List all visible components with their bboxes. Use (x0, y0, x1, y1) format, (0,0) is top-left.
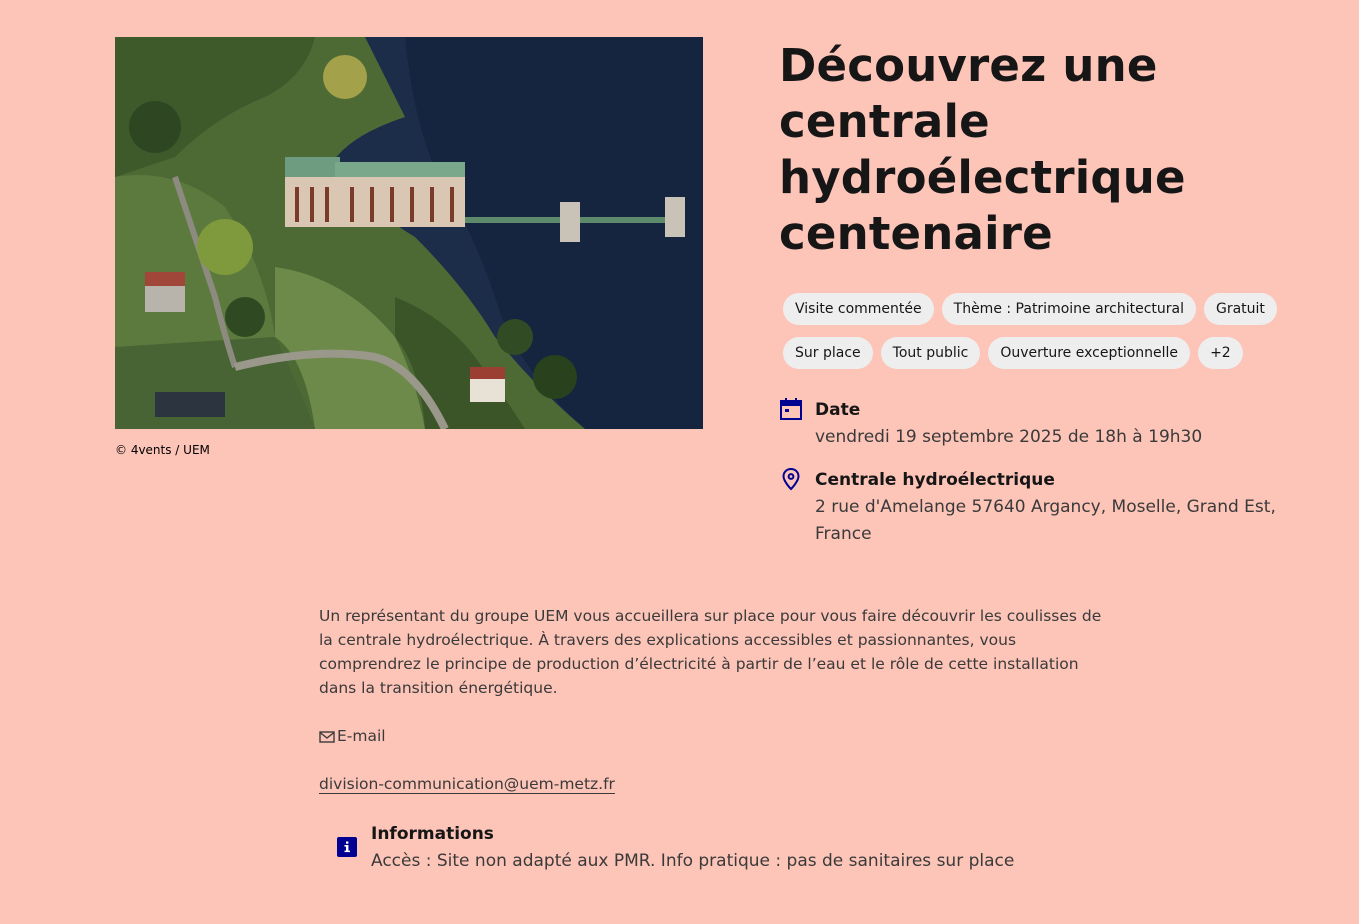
tag-theme[interactable]: Thème : Patrimoine architectural (942, 293, 1196, 325)
info-label: Informations (371, 824, 494, 844)
email-heading (319, 724, 386, 748)
event-description: Un représentant du groupe UEM vous accueillera sur place pour vous faire découvrir les coulisses de la centrale hydroélectrique. À travers des explications accessibles et passionnantes, vous comprendrez le principe de production d’électricité à partir de l’eau et le rôle de cette installation dans la transition énergétique. (319, 607, 1102, 697)
map-pin-icon (779, 467, 803, 491)
tag-more-button[interactable]: +2 (1198, 337, 1243, 369)
email-link[interactable]: division-communication@uem-metz.fr (319, 775, 615, 793)
tag-exceptional-opening[interactable]: Ouverture exceptionnelle (988, 337, 1190, 369)
calendar-icon (779, 397, 803, 421)
photo-credit: © 4vents / UEM (115, 443, 210, 457)
tag-on-site[interactable]: Sur place (783, 337, 873, 369)
date-value: vendredi 19 septembre 2025 de 18h à 19h30 (815, 427, 1203, 447)
place-label: Centrale hydroélectrique (815, 470, 1055, 490)
info-value: Accès : Site non adapté aux PMR. Info pratique : pas de sanitaires sur place (371, 851, 1015, 871)
tag-guided-visit[interactable]: Visite commentée (783, 293, 934, 325)
tag-free[interactable]: Gratuit (1204, 293, 1277, 325)
hero-photo (115, 37, 703, 429)
info-icon (337, 837, 357, 857)
tag-list (783, 293, 1343, 369)
mail-icon (319, 728, 335, 744)
email-label: E-mail (337, 727, 386, 745)
tag-all-audiences[interactable]: Tout public (881, 337, 981, 369)
date-block (779, 397, 1299, 457)
page-title: Découvrez une centrale hydroélectrique centenaire (779, 39, 1186, 260)
date-label: Date (815, 400, 861, 420)
place-block (779, 467, 1299, 547)
place-address: 2 rue d'Amelange 57640 Argancy, Moselle, Grand Est, France (815, 497, 1276, 544)
